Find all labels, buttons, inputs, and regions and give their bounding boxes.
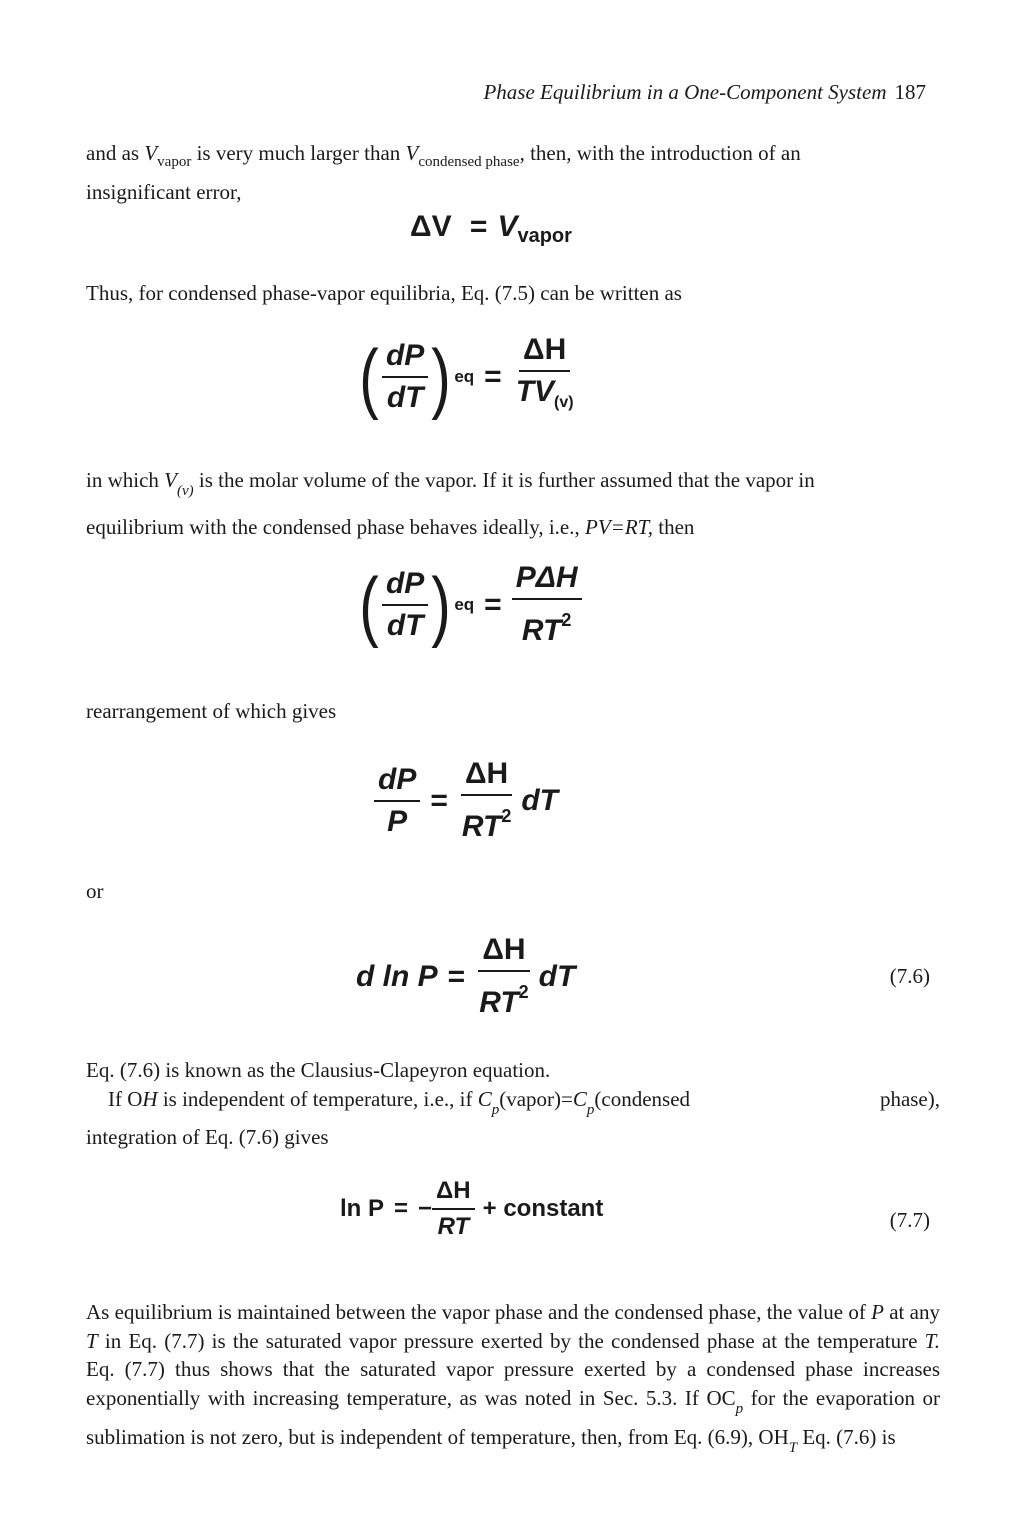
- header-title: Phase Equilibrium in a One-Component System: [483, 80, 887, 104]
- equation-dp-over-p: $\frac{dP}{P}$ = $\frac{\Delta H}{RT^2}$ dT: [374, 756, 558, 845]
- equation-7-7: ln P = − $\frac{\Delta H}{RT}$ + constant: [340, 1177, 604, 1240]
- equation-dp-dt-ideal: ( $\frac{dP}{dT}$ ) eq = $\frac{\text{PΔH}}{RT^2}$: [356, 560, 582, 649]
- equation-7-6: d ln P = $\frac{\Delta H}{RT^2}$ dT: [356, 933, 576, 1019]
- paragraph-3: in which $V_{(v)}$ is the molar volume of the vapor. If it is further assumed that the vapor in equilibrium with the condensed phase behaves ideally, i.e., PV=RT, then: [86, 468, 815, 539]
- paragraph-5: or: [86, 879, 104, 903]
- paragraph-6-line-2: If OH is independent of temperature, i.e., if $C_p(vapor)=C_p(condensed$ phase),: [108, 1087, 940, 1118]
- paragraph-7: As equilibrium is maintained between the vapor phase and the condensed phase, the value of P at any T in Eq. (7.7) is the saturated vapor pressure exerted by the condensed phase at the temperature T. Eq. (7.7) thus shows that the saturated vapor pressure exerted by a condensed phase increases exponentially with increasing temperature, as was noted in Sec. 5.3. If $OC_p$ for the evaporation or sublimation is not zero, but is independent of temperature, then, from Eq. (6.9), $OH_T$ Eq. (7.6) is: [86, 1300, 941, 1456]
- equation-number-7-6: (7.6): [889, 964, 930, 988]
- page-number: 187: [894, 80, 926, 104]
- paragraph-1: and as $V_{vapor}$ is very much larger than $V_{condensed phase}$, then, with the introduction of an insignificant error,: [86, 141, 801, 204]
- paragraph-6: Eq. (7.6) is known as the Clausius-Clapeyron equation.: [86, 1058, 551, 1082]
- running-header: [483, 80, 926, 105]
- paragraph-2: Thus, for condensed phase-vapor equilibria, Eq. (7.5) can be written as: [86, 281, 682, 305]
- equation-delta-v: $\Delta V = V_{vapor}$: [410, 210, 572, 247]
- equation-dp-dt-volume: ( $\frac{dP}{dT}$ ) eq = $\frac{\Delta H}{TV_{(v)}}$: [359, 332, 574, 421]
- paragraph-6-line-3: integration of Eq. (7.6) gives: [86, 1125, 329, 1149]
- paragraph-4: rearrangement of which gives: [86, 699, 337, 723]
- equation-number-7-7: (7.7): [889, 1208, 930, 1232]
